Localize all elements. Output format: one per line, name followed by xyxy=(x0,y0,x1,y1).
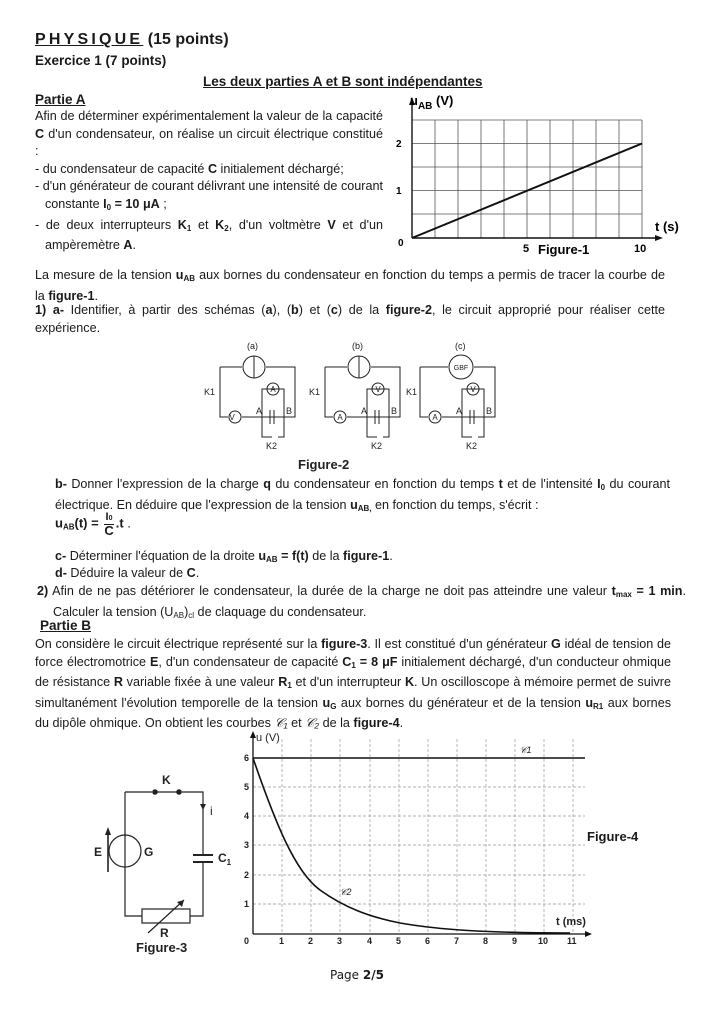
figure-4-chart xyxy=(230,727,610,957)
svg-text:6: 6 xyxy=(244,753,250,763)
svg-text:K1: K1 xyxy=(204,387,216,397)
svg-text:R: R xyxy=(160,926,169,940)
svg-text:u (V): u (V) xyxy=(256,732,280,744)
svg-text:GBF: GBF xyxy=(453,365,469,372)
svg-text:7: 7 xyxy=(454,936,460,946)
question-1c: c- Déterminer l'équation de la droite $u_{AB} = f(t)$ de la figure-1. xyxy=(55,549,393,564)
svg-text:2: 2 xyxy=(244,870,250,880)
svg-text:4: 4 xyxy=(367,936,373,946)
svg-text:V: V xyxy=(229,413,235,422)
exercise-title: Exercice 1 (7 points) xyxy=(35,53,167,68)
svg-text:(b): (b) xyxy=(352,341,363,351)
svg-text:K2: K2 xyxy=(371,441,383,451)
svg-text:3: 3 xyxy=(337,936,343,946)
curve-c2-label: 𝒞2 xyxy=(340,887,352,897)
svg-text:B: B xyxy=(391,406,398,416)
svg-text:3: 3 xyxy=(244,840,250,850)
svg-text:K2: K2 xyxy=(466,441,478,451)
svg-text:(a): (a) xyxy=(247,341,258,351)
current-arrow-icon xyxy=(200,804,206,810)
svg-text:V: V xyxy=(375,385,381,394)
formula-uab: $u_{AB}(t)$ = $\frac{I0}{C}$ .t . xyxy=(55,511,131,538)
emf-arrow-icon xyxy=(105,827,111,835)
curve-c2 xyxy=(253,758,570,933)
svg-text:10: 10 xyxy=(634,243,647,255)
figure-1-xlabel: t (s) xyxy=(655,219,679,234)
figure-1-chart xyxy=(380,92,690,262)
partB-heading: Partie B xyxy=(40,618,92,633)
svg-text:K: K xyxy=(162,773,171,787)
intro-item-capacitor: - du condensateur de capacité C initialement déchargé; xyxy=(35,161,344,176)
svg-text:E: E xyxy=(94,845,103,859)
svg-text:A: A xyxy=(361,406,368,416)
svg-text:A: A xyxy=(432,413,438,422)
svg-text:0: 0 xyxy=(244,936,250,946)
svg-text:1: 1 xyxy=(396,186,402,197)
question-1b: b- Donner l'expression de la charge q du condensateur en fonction du temps t et de l'intensité $I_0$ du courant électrique. En déduire que l'expression de la tension $u_{AB,}$ en fonction du temps, s'écrit : xyxy=(55,477,670,513)
figure-3-circuit xyxy=(80,770,240,955)
intro-sentence: Afin de déterminer expérimentalement la valeur de la capacité C d'un condensateur, on réalise un circuit électrique constitué : xyxy=(35,109,383,159)
figure-2-circuits xyxy=(200,337,510,472)
figure-3-caption: Figure-3 xyxy=(136,940,188,955)
svg-text:i: i xyxy=(210,804,213,818)
svg-text:K2: K2 xyxy=(266,441,278,451)
parts-independent-note: Les deux parties A et B sont indépendantes xyxy=(203,74,483,89)
figure-4-caption: Figure-4 xyxy=(587,829,639,844)
svg-text:C1: $C_1$ xyxy=(218,851,232,867)
svg-text:8: 8 xyxy=(483,936,489,946)
svg-text:11: 11 xyxy=(567,936,577,946)
partB-paragraph: On considère le circuit électrique représenté sur la figure-3. Il est constitué d'un générateur G idéal de tension de force électromotrice E, d'un condensateur de capacité $C_1 = 8$ μF initialement déchargé, d'un conducteur ohmique de résistance R variable fixée à une valeur $R_1$ et d'un interrupteur K. Un oscilloscope à mémoire permet de suivre simultanément l'évolution temporelle de la tension $u_G$ aux bornes du générateur et de la tension $u_{R1}$ aux bornes du dipôle ohmique. On obtient les courbes 𝒞₁ et 𝒞₂ de la figure-4. xyxy=(35,637,672,731)
figure-4-xlabel: t (ms) xyxy=(556,916,586,928)
page-number: Page 2/5 xyxy=(330,968,384,982)
figure-1-grid xyxy=(412,120,642,238)
intro-item-generator: - d'un générateur de courant délivrant une intensité de courant constante $I_0 = 10$ μA ; xyxy=(35,179,383,212)
svg-text:(c): (c) xyxy=(455,341,466,351)
question-1a: 1) a- Identifier, à partir des schémas (a), (b) et (c) de la figure-2, le circuit approprié pour réaliser cette expérience. xyxy=(35,303,665,335)
svg-text:6: 6 xyxy=(425,936,431,946)
svg-text:4: 4 xyxy=(244,811,250,821)
svg-text:A: A xyxy=(337,413,343,422)
figure-2-caption: Figure-2 xyxy=(298,457,350,472)
x-axis-arrow-icon xyxy=(585,931,592,937)
figure-1-ylabel: $u_{AB}$ (V) xyxy=(410,93,454,112)
svg-text:2: 2 xyxy=(308,936,314,946)
svg-text:A: A xyxy=(256,406,263,416)
figure-1-caption: Figure-1 xyxy=(538,242,590,257)
svg-text:10: 10 xyxy=(538,936,549,946)
measure-paragraph: La mesure de la tension $u_{AB}$ aux bornes du condensateur en fonction du temps a permis de tracer la courbe de la figure-1. xyxy=(35,268,665,303)
svg-text:1: 1 xyxy=(244,899,250,909)
circuit-b xyxy=(325,356,400,437)
svg-text:A: A xyxy=(456,406,463,416)
subject-title: PHYSIQUE xyxy=(35,31,144,48)
svg-text:5: 5 xyxy=(244,782,250,792)
partA-heading: Partie A xyxy=(35,92,86,107)
svg-text:2: 2 xyxy=(396,139,402,150)
svg-text:A: A xyxy=(270,385,276,394)
svg-text:5: 5 xyxy=(523,243,530,255)
curve-c1-label: 𝒞1 xyxy=(520,745,532,755)
intro-item-switches: - de deux interrupteurs $K_1$ et $K_2$, d'un voltmètre V et d'un ampèremètre A. xyxy=(35,217,383,253)
svg-text:V: V xyxy=(470,385,476,394)
page-title xyxy=(35,31,229,49)
question-2: 2) Afin de ne pas détériorer le condensateur, la durée de la charge ne doit pas atteindre une valeur $t_{max} = 1$ min. Calculer la tension $(U_{AB})_{cl}$ de claquage du condensateur. xyxy=(37,584,687,620)
subject-points: (15 points) xyxy=(147,31,229,48)
question-1d: d- Déduire la valeur de C. xyxy=(55,566,200,580)
svg-text:0: 0 xyxy=(398,238,404,249)
x-axis-arrow-icon xyxy=(655,235,663,241)
svg-text:B: B xyxy=(486,406,493,416)
svg-text:B: B xyxy=(286,406,293,416)
svg-text:G: G xyxy=(144,845,154,859)
svg-text:9: 9 xyxy=(512,936,518,946)
svg-text:1: 1 xyxy=(279,936,285,946)
svg-text:K1: K1 xyxy=(309,387,321,397)
circuit-a xyxy=(220,356,295,437)
svg-text:5: 5 xyxy=(396,936,402,946)
partA-intro xyxy=(35,108,383,255)
svg-text:K1: K1 xyxy=(406,387,418,397)
